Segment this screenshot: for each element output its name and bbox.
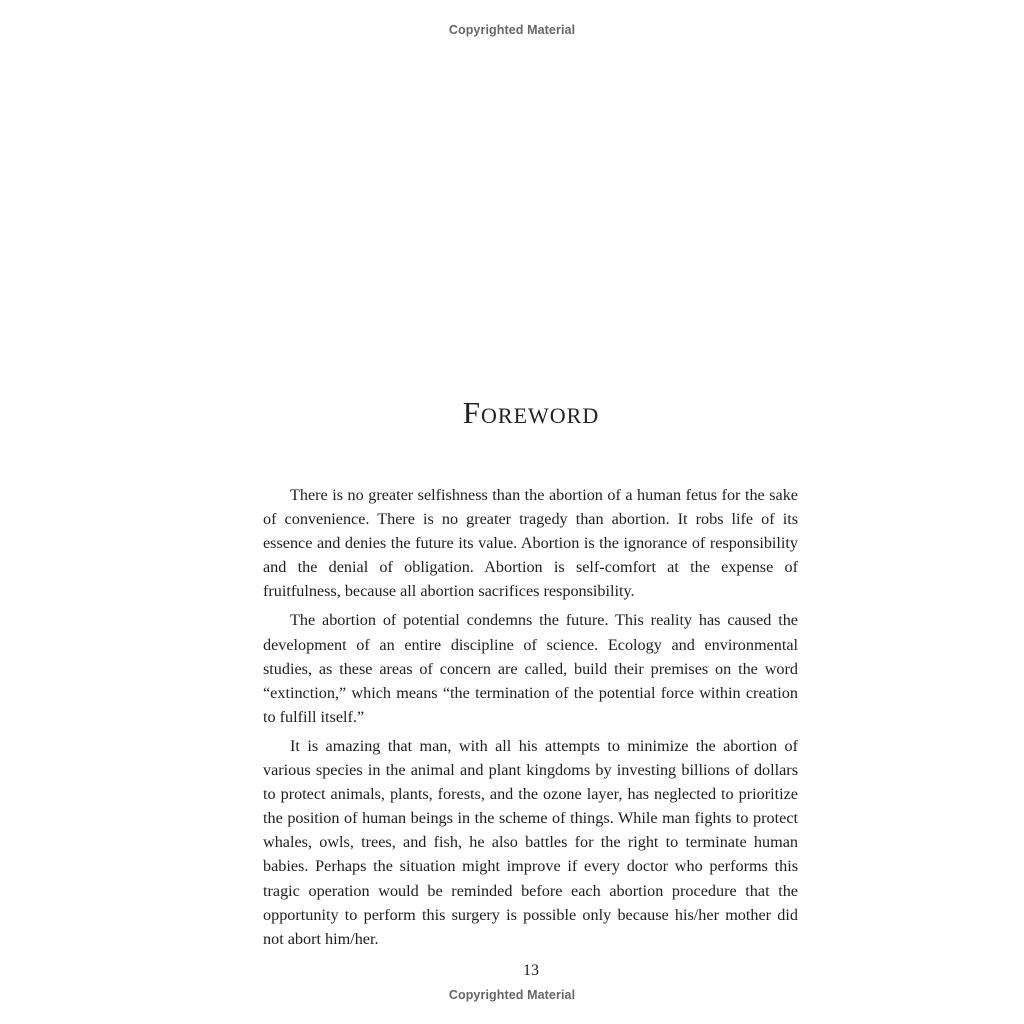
copyright-watermark-bottom: Copyrighted Material <box>448 988 576 1002</box>
paragraph: The abortion of potential condemns the future. This reality has caused the development of an entire discipline of science. Ecology and environmental studies, as these areas of concern are called, build their premises on the word “extinction,” which means “the termination of the potential force within creation to fulfill itself.” <box>263 611 798 726</box>
paragraph: It is amazing that man, with all his attempts to minimize the abortion of various species in the animal and plant kingdoms by investing billions of dollars to protect animals, plants, forests, and the ozone layer, has neglected to prioritize the position of human beings in the scheme of things. While man fights to protect whales, owls, trees, and fish, he also battles for the right to terminate human babies. Perhaps the situation might improve if every doctor who performs this tragic operation would be reminded before each abortion procedure that the opportunity to perform this surgery is possible only because his/her mother did not abort him/her. <box>263 736 798 948</box>
chapter-body <box>263 483 798 951</box>
page-number: 13 <box>523 962 539 979</box>
paragraph: There is no greater selfishness than the abortion of a human fetus for the sake of convenience. There is no greater tragedy than abortion. It robs life of its essence and denies the future its value. Abortion is the ignorance of responsibility and the denial of obligation. Abortion is self-comfort at the expense of fruitfulness, because all abortion sacrifices responsibility. <box>263 486 798 601</box>
chapter-title: Foreword <box>462 395 600 430</box>
copyright-watermark-top: Copyrighted Material <box>448 23 576 37</box>
